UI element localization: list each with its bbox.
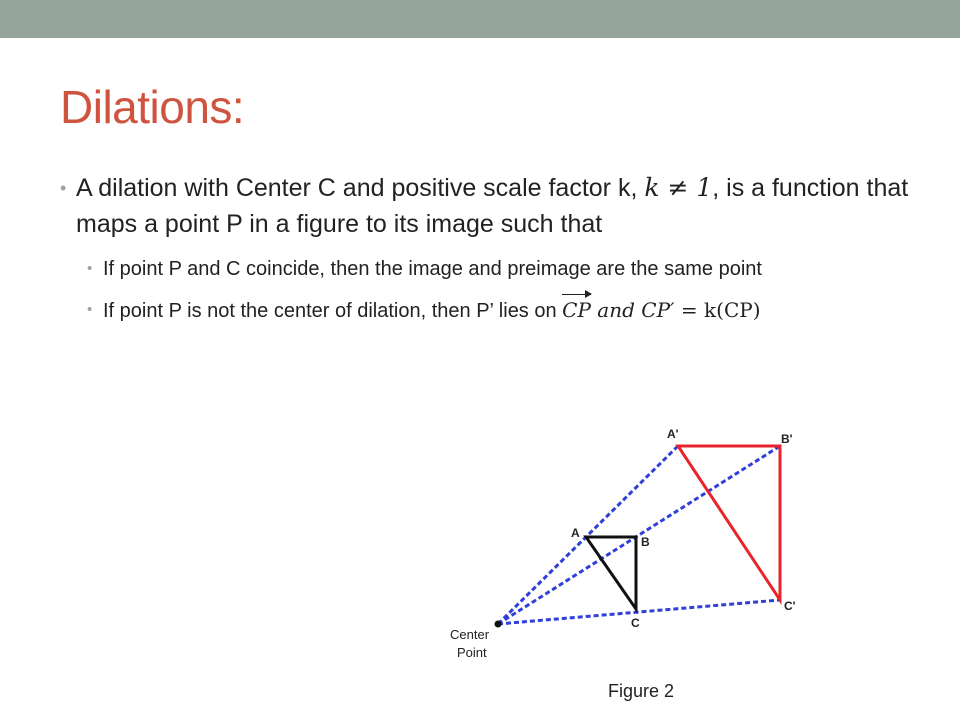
center-point-dot	[495, 621, 502, 628]
ray-arrow-icon	[562, 294, 591, 295]
image-triangle	[678, 446, 780, 600]
bullet-sub-2	[60, 296, 910, 325]
dilation-diagram	[440, 420, 820, 710]
label-c-prime: C'	[784, 599, 796, 613]
bullet-main	[60, 170, 910, 242]
label-b: B	[641, 535, 650, 549]
bullet-sub-1	[60, 255, 910, 283]
ray-cp-text: CP	[562, 298, 591, 322]
label-point: Point	[457, 645, 487, 660]
dilation-figure	[440, 420, 820, 710]
ray-to-a-prime	[498, 446, 678, 624]
bullet-sub-2-text-before: If point P is not the center of dilation, then P’ lies on	[103, 300, 563, 322]
top-bar	[0, 0, 960, 38]
label-center: Center	[450, 627, 490, 642]
bullet-sub-2-math-mid: and CP′ =	[590, 298, 705, 322]
bullet-main-text-after: , is a function that maps a point P in a figure to its image such that	[76, 174, 909, 238]
bullet-main-text-before: A dilation with Center C and positive scale factor k,	[76, 174, 645, 202]
bullet-dot-icon: •	[60, 178, 67, 198]
label-b-prime: B'	[781, 432, 793, 446]
bullet-sub-1-text: If point P and C coincide, then the image and preimage are the same point	[103, 258, 762, 280]
bullet-list	[60, 170, 910, 325]
bullet-sub-2-math-end: k(CP)	[704, 298, 761, 322]
slide-title: Dilations:	[60, 81, 245, 133]
label-a-prime: A'	[667, 427, 679, 441]
figure-caption: Figure 2	[608, 681, 675, 701]
preimage-triangle	[586, 537, 636, 609]
label-a: A	[571, 526, 580, 540]
bullet-dot-icon: •	[87, 301, 93, 318]
bullet-main-math: k ≠ 1	[644, 173, 713, 202]
label-c: C	[631, 616, 640, 630]
bullet-dot-icon: •	[87, 260, 93, 277]
ray-cp-notation	[562, 296, 591, 324]
